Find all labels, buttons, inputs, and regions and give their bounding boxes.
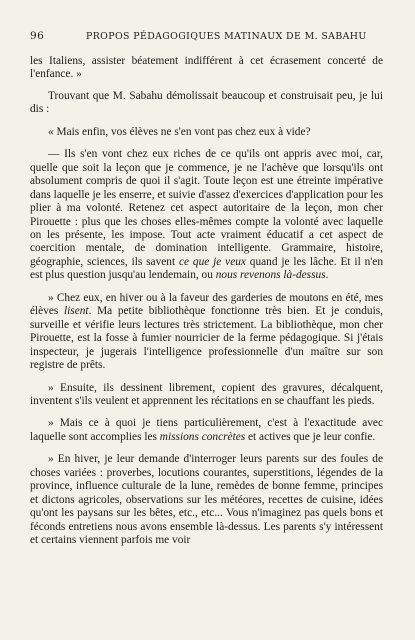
paragraph-question (30, 126, 383, 139)
paragraph-answer (30, 148, 383, 283)
paragraph-text: Trouvant que M. Sabahu démolissait beaucoup et construisait peu, je lui dis : (30, 89, 383, 116)
body-text (30, 55, 383, 548)
paragraph-text: — Ils s'en vont chez eux riches de ce qu'ils ont appris avec moi, car, quelle que soit la leçon que je commence, je ne l'achève que lorsqu'ils ont absolument compris de quoi il s'agit. Toute leçon est une étreinte impérative dans laquelle je les enserre, et suivie d'assez d'exercices d'application pour les plier à ma volonté. Retenez cet aspect autoritaire de la leçon, mon cher Pirouette : plus que les choses elles-mêmes compte la volonté avec laquelle on les présente, les impose. Tout acte vraiment éducatif a cet aspect de coercition mentale, de domination intelligente. Grammaire, histoire, géographie, sciences, ils savent (30, 148, 383, 268)
paragraph-missions (30, 417, 383, 444)
paragraph-reading (30, 292, 383, 373)
italic-phrase: missions concrètes (159, 430, 246, 443)
paragraph-text: » En hiver, je leur demande d'interroger leurs parents sur des foules de choses variées : proverbes, locutions courantes, superstitions, légendes de la province, influence culturale de la lune, remèdes de bonne femme, principes et dictons agricoles, observations sur les météores, recettes de cuisine, idées qu'ont les paysans sur les bêtes, etc., etc... Vous n'imaginez pas quels bons et féconds entretiens nous avons ensemble là-dessus. Les parents s'y intéressent et certains viennent parfois me voir (30, 453, 383, 547)
paragraph-text: » Chez eux, en hiver ou à la faveur des garderies de moutons en été, mes élèves (30, 291, 383, 318)
paragraph-text: et actives que je leur confie. (245, 430, 376, 443)
paragraph-narration (30, 90, 383, 117)
paragraph-drawing (30, 382, 383, 409)
paragraph-text: » Mais ce à quoi je tiens particulièrement, c'est à l'exactitude avec laquelle sont accomplies les (30, 417, 383, 443)
paragraph-text: . (325, 269, 329, 282)
running-head (30, 30, 383, 42)
italic-word: lisent (64, 305, 89, 318)
running-title: PROPOS PÉDAGOGIQUES MATINAUX DE M. SABAHU (86, 31, 367, 42)
page-number: 96 (30, 30, 45, 42)
italic-phrase: nous revenons là-dessus (215, 269, 326, 282)
paragraph-winter (30, 453, 383, 547)
paragraph-text: . Ma petite bibliothèque fonctionne très bien. Et je conduis, surveille et vérifie leurs lectures très strictement. La bibliothèque, mon cher Pirouette, est la fosse à fumier nourricier de la ferme pédagogique. Si j'étais inspecteur, je jugerais l'intelligence professionnelle d'un maître sur son registre de prêts. (30, 305, 383, 372)
paragraph-text: quand je les lâche. Et il n'en est plus question jusqu'au lendemain, ou (30, 255, 384, 282)
italic-phrase: ce que je veux (178, 255, 246, 268)
paragraph-continuation (30, 55, 383, 82)
paragraph-text: « Mais enfin, vos élèves ne s'en vont pas chez eux à vide? (48, 125, 311, 138)
paragraph-text: les Italiens, assister béatement indifférent à cet écrasement concerté de l'enfance. » (30, 55, 383, 81)
paragraph-text: » Ensuite, ils dessinent librement, copient des gravures, décalquent, inventent s'ils veulent et apprennent les récitations en se chauffant les pieds. (30, 381, 383, 407)
